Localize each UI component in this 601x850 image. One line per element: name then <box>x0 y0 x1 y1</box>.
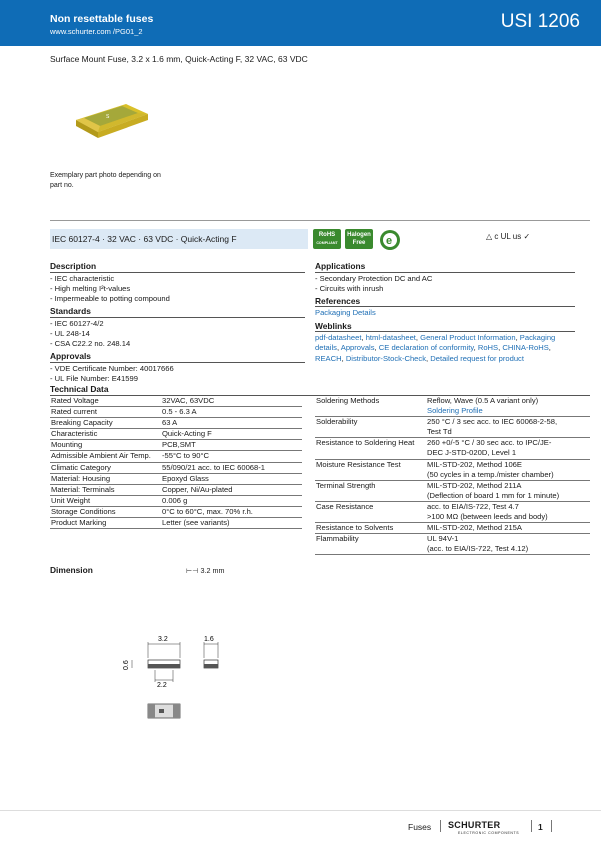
packaging-details-link-2[interactable]: details <box>315 343 337 353</box>
tech-key: Unit Weight <box>51 495 91 505</box>
approvals-item: - UL File Number: E41599 <box>50 373 138 383</box>
spec-band-text: IEC 60127-4 · 32 VAC · 63 VDC · Quick-Acting F <box>52 234 237 244</box>
tech-value-line: UL 94V-1 <box>427 534 459 544</box>
halogen-label: Halogen <box>347 232 371 238</box>
tech-value: 0°C to 60°C, max. 70% r.h. <box>162 506 253 516</box>
length-label: 3.2 <box>158 636 168 643</box>
reach-link[interactable]: REACH <box>315 353 342 363</box>
scale-bar-icon: ⊢⊣ <box>186 566 199 575</box>
tech-value: 55/090/21 acc. to IEC 60068-1 <box>162 462 266 472</box>
tech-value: Copper, Ni/Au-plated <box>162 484 233 494</box>
tech-row <box>50 451 302 462</box>
references-heading: References <box>315 296 575 308</box>
html-datasheet-link[interactable]: html-datasheet <box>365 333 416 343</box>
soldering-profile-link[interactable]: Soldering Profile <box>427 406 483 416</box>
weblinks-heading: Weblinks <box>315 321 575 333</box>
tech-value-line: DEC J-STD-020D, Level 1 <box>427 448 517 458</box>
description-item: - IEC characteristic <box>50 273 115 283</box>
tech-value: Epoxyd Glass <box>162 473 209 483</box>
tech-key: Product Marking <box>51 518 107 528</box>
footer-separator <box>531 820 532 832</box>
product-subtitle: Surface Mount Fuse, 3.2 x 1.6 mm, Quick-Acting F, 32 VAC, 63 VDC <box>50 54 308 64</box>
logo-wordmark: SCHURTER <box>448 820 501 830</box>
footer-divider <box>0 810 601 811</box>
tech-key: Flammability <box>316 534 359 544</box>
right-info-column <box>315 261 575 364</box>
separator: , <box>548 343 551 353</box>
weblinks-line <box>315 333 575 343</box>
dimension-title: Dimension <box>50 565 93 575</box>
svg-text:e: e <box>386 235 393 247</box>
separator: , <box>415 333 421 343</box>
tech-row <box>50 418 302 429</box>
tech-value-line: (50 cycles in a temp./mister chamber) <box>427 469 554 479</box>
separator: , <box>473 343 478 353</box>
separator: , <box>498 343 503 353</box>
tech-value-line: MIL-STD-202, Method 215A <box>427 523 522 533</box>
photo-caption: Exemplary part photo depending on part no. <box>50 172 161 189</box>
part-number: USI 1206 <box>500 11 580 32</box>
tech-row <box>50 396 302 407</box>
tech-row <box>50 484 302 495</box>
standards-heading: Standards <box>50 306 305 318</box>
reach-icon <box>379 229 401 251</box>
tech-value-line: MIL-STD-202, Method 211A <box>427 480 522 490</box>
tech-value <box>426 523 590 534</box>
tech-value: 32VAC, 63VDC <box>162 396 215 405</box>
tech-row <box>315 459 590 480</box>
footer-category: Fuses <box>408 822 432 832</box>
tech-key: Solderability <box>316 417 358 427</box>
tech-row <box>315 417 590 438</box>
page-header <box>0 0 601 46</box>
description-heading: Description <box>50 261 305 273</box>
tech-key: Characteristic <box>51 429 98 439</box>
tech-key: Rated Voltage <box>51 396 99 405</box>
rohs-label: RoHS <box>318 232 336 238</box>
tech-row <box>315 501 590 522</box>
approvals-heading: Approvals <box>50 351 305 363</box>
scale-label: 3.2 mm <box>200 566 225 575</box>
tech-row <box>50 473 302 484</box>
tech-key: Terminal Strength <box>316 480 376 490</box>
stock-check-link[interactable]: Distributor-Stock-Check <box>345 353 427 363</box>
separator: , <box>361 333 366 343</box>
china-rohs-link[interactable]: CHINA-RoHS <box>502 343 549 353</box>
packaging-link[interactable]: Packaging <box>519 333 556 343</box>
tech-key: Admissible Ambient Air Temp. <box>51 451 151 461</box>
tech-value <box>426 417 590 438</box>
tech-key: Case Resistance <box>316 501 374 511</box>
tech-value-line: MIL-STD-202, Method 106E <box>427 459 522 469</box>
tech-key: Climatic Category <box>51 462 111 472</box>
rohs-link[interactable]: RoHS <box>477 343 499 353</box>
tech-key: Material: Terminals <box>51 484 115 494</box>
separator: , <box>341 353 346 363</box>
tech-value <box>426 480 590 501</box>
standards-item: - UL 248-14 <box>50 328 90 338</box>
tech-row <box>50 518 302 529</box>
approvals-item: - VDE Certificate Number: 40017666 <box>50 363 174 373</box>
standards-item: - IEC 60127-4/2 <box>50 318 104 328</box>
standards-item: - CSA C22.2 no. 248.14 <box>50 339 131 349</box>
technical-data-table-left <box>50 396 302 529</box>
weblinks-line <box>315 354 575 364</box>
vde-icon: △ <box>486 232 493 241</box>
product-photo <box>72 98 152 143</box>
tech-row <box>315 534 590 555</box>
tech-value: Letter (see variants) <box>162 518 230 528</box>
tech-value-line: (Deflection of board 1 mm for 1 minute) <box>427 490 560 500</box>
applications-heading: Applications <box>315 261 575 273</box>
logo-subline: ELECTRONIC COMPONENTS <box>458 831 520 835</box>
tech-row <box>315 523 590 534</box>
tech-value-line: 250 °C / 3 sec acc. to IEC 60068-2-58, <box>427 417 558 427</box>
tech-row <box>50 462 302 473</box>
spec-band <box>50 229 308 249</box>
height-label: 0.6 <box>123 660 130 670</box>
tech-row <box>315 480 590 501</box>
separator: , <box>515 333 520 343</box>
description-item: - High melting I²t-values <box>50 283 131 293</box>
tech-key: Soldering Methods <box>316 396 380 405</box>
technical-data-table-right <box>315 396 590 555</box>
description-item: - Impermeable to potting compound <box>50 293 170 303</box>
dimension-scale <box>186 566 225 575</box>
tech-key: Resistance to Soldering Heat <box>316 438 415 448</box>
packaging-details-link[interactable]: Packaging Details <box>315 308 376 318</box>
tech-row <box>50 440 302 451</box>
footer-separator <box>440 820 441 832</box>
footer-separator <box>551 820 552 832</box>
pad-label: 2.2 <box>157 682 167 689</box>
schurter-logo <box>448 818 528 836</box>
tech-value: Quick-Acting F <box>162 429 212 439</box>
tech-value-line: (acc. to EIA/IS-722, Test 4.12) <box>427 544 529 554</box>
tech-key: Rated current <box>51 407 98 417</box>
rohs-badge <box>313 229 341 249</box>
ccc-icon: ✓ <box>523 232 531 241</box>
tech-value <box>426 534 590 555</box>
approvals-link[interactable]: Approvals <box>340 343 375 353</box>
tech-key: Moisture Resistance Test <box>316 459 401 469</box>
product-category: Non resettable fuses <box>50 13 154 25</box>
tech-key: Material: Housing <box>51 473 111 483</box>
divider <box>50 220 590 221</box>
dimension-drawing <box>110 630 230 730</box>
tech-value <box>426 459 590 480</box>
weblinks-line <box>315 343 575 353</box>
applications-item: - Circuits with inrush <box>315 283 384 293</box>
tech-row <box>50 407 302 418</box>
width-label: 1.6 <box>204 636 214 643</box>
tech-row <box>315 438 590 459</box>
tech-value: -55°C to 90°C <box>162 451 210 461</box>
tech-value: 0.006 g <box>162 495 188 505</box>
tech-value: PCB,SMT <box>162 440 196 450</box>
tech-row <box>50 429 302 440</box>
pdf-datasheet-link[interactable]: pdf-datasheet <box>315 333 362 343</box>
applications-item: - Secondary Protection DC and AC <box>315 273 433 283</box>
request-link[interactable]: Detailed request for product <box>430 353 524 363</box>
tech-value <box>426 396 590 417</box>
svg-text:S: S <box>106 114 110 120</box>
separator: , <box>374 343 379 353</box>
product-url[interactable]: www.schurter.com /PG01_2 <box>50 27 143 36</box>
tech-row <box>315 396 590 417</box>
tech-value-line: acc. to EIA/IS-722, Test 4.7 <box>427 501 519 511</box>
tech-key: Resistance to Solvents <box>316 523 394 533</box>
tech-value-line: 260 +0/-5 °C / 30 sec acc. to IPC/JE- <box>427 438 552 448</box>
halogen-sub: Free <box>352 240 366 246</box>
tech-value: 0.5 - 6.3 A <box>162 407 197 417</box>
tech-row <box>50 495 302 506</box>
tech-value <box>426 501 590 522</box>
tech-value-line: Reflow, Wave (0.5 A variant only) <box>427 396 539 405</box>
ce-declaration-link[interactable]: CE declaration of conformity <box>378 343 474 353</box>
general-info-link[interactable]: General Product Information <box>420 333 516 343</box>
left-info-column <box>50 261 305 384</box>
tech-key: Storage Conditions <box>51 506 116 516</box>
rohs-sub: COMPLIANT <box>316 241 338 245</box>
halogen-free-badge <box>345 229 373 249</box>
tech-key: Breaking Capacity <box>51 418 113 428</box>
separator: , <box>336 343 341 353</box>
tech-value <box>426 438 590 459</box>
ul-icon: c UL us <box>494 232 522 241</box>
tech-value-line: Test Td <box>427 427 452 437</box>
tech-key: Mounting <box>51 440 83 450</box>
tech-value-line: >100 MΩ (between leeds and body) <box>427 512 548 522</box>
technical-data-title: Technical Data <box>50 384 590 396</box>
cert-marks <box>486 232 530 241</box>
page-number: 1 <box>538 822 543 832</box>
tech-row <box>50 506 302 517</box>
separator: , <box>426 353 431 363</box>
tech-value: 63 A <box>162 418 178 428</box>
